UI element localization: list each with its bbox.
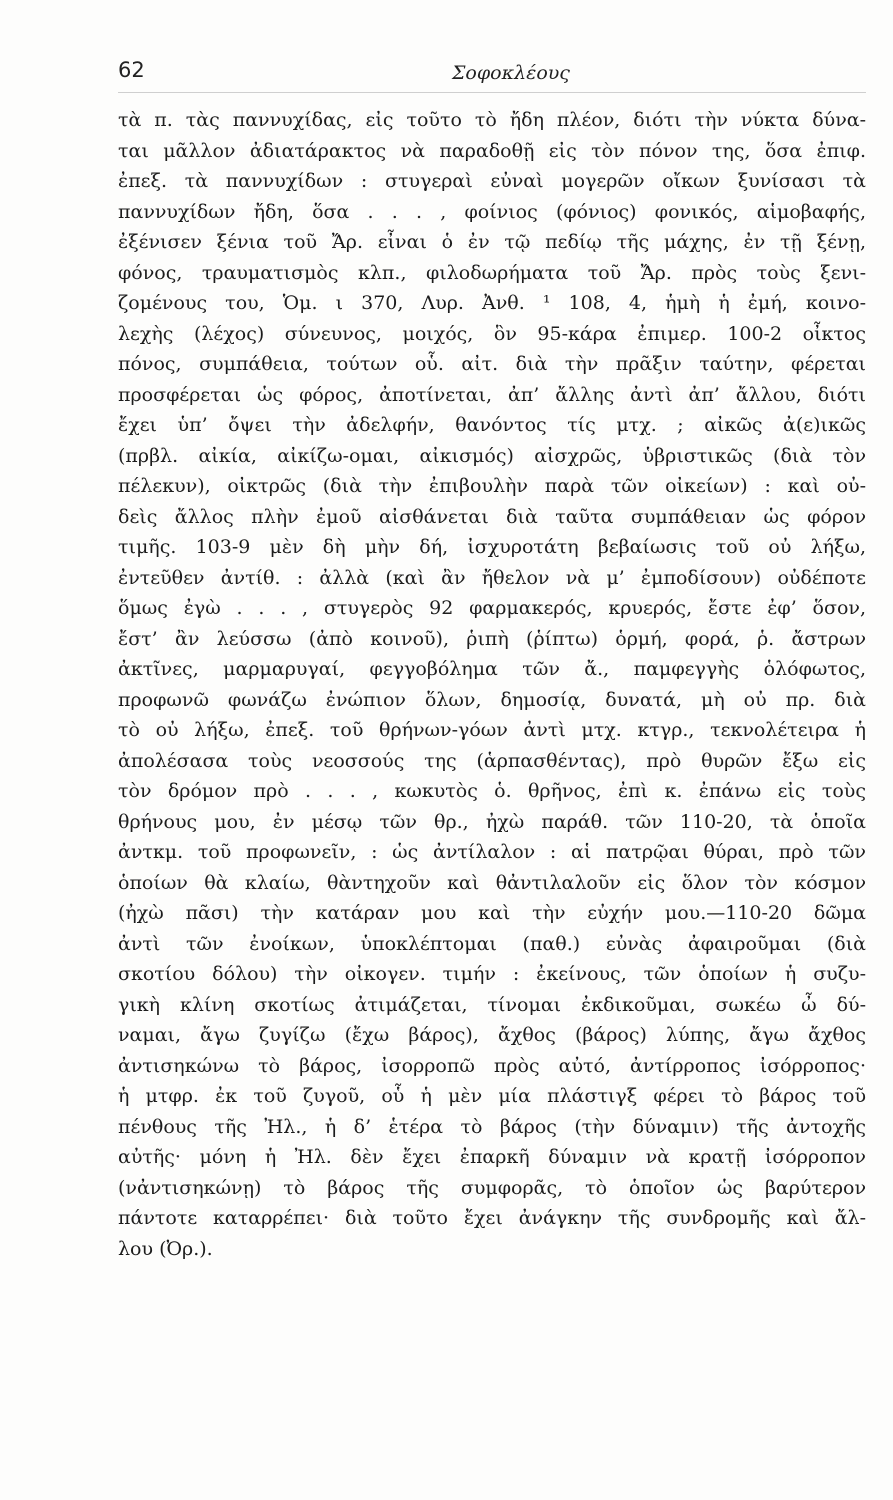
text-line: τὸ οὐ λήξω, ἐπεξ. τοῦ θρήνων-γόων ἀντὶ μτχ. κτγρ., τεκνολέτειρα ἡ	[118, 719, 866, 741]
text-line: δεὶς ἄλλος πλὴν ἐμοῦ αἰσθάνεται διὰ ταῦτα συμπάθειαν ὡς φόρον	[118, 505, 866, 528]
running-title: Σοφοκλέους	[452, 62, 570, 84]
text-line: ζομένους του, Ὁμ. ι 370, Λυρ. Ἀνθ. ¹ 108, 4, ἡμὴ ἡ ἐμή, κοινο-	[118, 292, 866, 314]
text-line: γικὴ κλίνη σκοτίως ἀτιμάζεται, τίνομαι ἐκδικοῦμαι, σωκέω ὦ δύ-	[118, 993, 866, 1016]
text-line: πένθους τῆς Ἠλ., ἡ δ’ ἑτέρα τὸ βάρος (τὴν δύναμιν) τῆς ἀντοχῆς	[118, 1115, 866, 1138]
text-line: τὰ π. τὰς παννυχίδας, εἰς τοῦτο τὸ ἤδη πλέον, διότι τὴν νύκτα δύνα-	[118, 109, 866, 131]
text-line: ἐξένισεν ξένια τοῦ Ἄρ. εἶναι ὁ ἐν τῷ πεδίῳ τῆς μάχης, ἐν τῇ ξένῃ,	[118, 231, 866, 253]
page-header	[118, 58, 866, 93]
text-line: σκοτίου δόλου) τὴν οἰκογεν. τιμήν : ἐκείνους, τῶν ὁποίων ἡ συζυ-	[118, 963, 866, 985]
text-line: ἀντὶ τῶν ἐνοίκων, ὑποκλέπτομαι (παθ.) εὐνὰς ἀφαιροῦμαι (διὰ	[118, 932, 866, 955]
text-line: πέλεκυν), οἰκτρῶς (διὰ τὴν ἐπιβουλὴν παρὰ τῶν οἰκείων) : καὶ οὐ-	[118, 475, 866, 497]
text-line: παννυχίδων ἤδη, ὅσα . . . , φοίνιος (φόνιος) φονικός, αἱμοβαφής,	[118, 200, 866, 223]
text-line: ἀντκμ. τοῦ προφωνεῖν, : ὡς ἀντίλαλον : αἱ πατρῷαι θύραι, πρὸ τῶν	[118, 841, 866, 863]
text-line: ναμαι, ἄγω ζυγίζω (ἔχω βάρος), ἄχθος (βάρος) λύπης, ἄγω ἄχθος	[118, 1024, 866, 1046]
text-line: ὅμως ἐγὼ . . . , στυγερὸς 92 φαρμακερός, κρυερός, ἔστε ἐφ’ ὅσον,	[118, 597, 866, 619]
text-line: φόνος, τραυματισμὸς κλπ., φιλοδωρήματα τοῦ Ἄρ. πρὸς τοὺς ξενι-	[118, 261, 866, 284]
text-line: ἐντεῦθεν ἀντίθ. : ἀλλὰ (καὶ ἂν ἤθελον νὰ μ’ ἐμποδίσουν) οὐδέποτε	[118, 566, 866, 589]
text-line: (πρβλ. αἰκία, αἰκίζω-ομαι, αἰκισμός) αἰσχρῶς, ὑβριστικῶς (διὰ τὸν	[118, 444, 866, 467]
text-line: ἔστ’ ἂν λεύσσω (ἀπὸ κοινοῦ), ῥιπὴ (ῥίπτω) ὁρμή, φορά, ῥ. ἄστρων	[118, 627, 866, 650]
text-line: πόνος, συμπάθεια, τούτων οὗ. αἰτ. διὰ τὴν πρᾶξιν ταύτην, φέρεται	[118, 353, 866, 375]
text-line: αὐτῆς· μόνη ἡ Ἠλ. δὲν ἔχει ἐπαρκῆ δύναμιν νὰ κρατῇ ἰσόρροπον	[118, 1146, 866, 1168]
text-line: προφωνῶ φωνάζω ἐνώπιον ὅλων, δημοσίᾳ, δυνατά, μὴ οὐ πρ. διὰ	[118, 688, 866, 711]
text-line: ἀκτῖνες, μαρμαρυγαί, φεγγοβόλημα τῶν ἄ., παμφεγγὴς ὁλόφωτος,	[118, 658, 866, 680]
text-line: λεχὴς (λέχος) σύνευνος, μοιχός, ὃν 95-κάρα ἐπιμερ. 100-2 οἶκτος	[118, 322, 866, 345]
text-line: ἀπολέσασα τοὺς νεοσσούς της (ἁρπασθέντας), πρὸ θυρῶν ἔξω εἰς	[118, 749, 866, 772]
text-line: πάντοτε καταρρέπει· διὰ τοῦτο ἔχει ἀνάγκην τῆς συνδρομῆς καὶ ἄλ-	[118, 1207, 866, 1229]
text-line: ἡ μτφρ. ἐκ τοῦ ζυγοῦ, οὗ ἡ μὲν μία πλάστιγξ φέρει τὸ βάρος τοῦ	[118, 1085, 866, 1107]
text-line: (ἠχὼ πᾶσι) τὴν κατάραν μου καὶ τὴν εὐχήν μου.—110-20 δῶμα	[118, 902, 866, 924]
text-line: ται μᾶλλον ἀδιατάρακτος νὰ παραδοθῇ εἰς τὸν πόνον της, ὅσα ἐπιφ.	[118, 139, 866, 162]
text-line: λου (Ὀρ.).	[118, 1237, 213, 1260]
text-line: τιμῆς. 103-9 μὲν δὴ μὴν δή, ἰσχυροτάτη βεβαίωσις τοῦ οὐ λήξω,	[118, 536, 866, 558]
text-line: ἀντισηκώνω τὸ βάρος, ἰσορροπῶ πρὸς αὐτό, ἀντίρροπος ἰσόρροπος·	[118, 1054, 866, 1077]
text-line: τὸν δρόμον πρὸ . . . , κωκυτὸς ὁ. θρῆνος, ἐπὶ κ. ἐπάνω εἰς τοὺς	[118, 780, 866, 802]
text-line: προσφέρεται ὡς φόρος, ἀποτίνεται, ἀπ’ ἄλλης ἀντὶ ἀπ’ ἄλλου, διότι	[118, 383, 866, 406]
commentary-text	[118, 105, 866, 1264]
page-number: 62	[118, 58, 145, 82]
text-line: ὁποίων θὰ κλαίω, θὰντηχοῦν καὶ θἀντιλαλοῦν εἰς ὅλον τὸν κόσμον	[118, 871, 866, 894]
text-line: ἐπεξ. τὰ παννυχίδων : στυγεραὶ εὐναὶ μογερῶν οἴκων ξυνίσασι τὰ	[118, 170, 866, 192]
text-line: ἔχει ὑπ’ ὄψει τὴν ἀδελφήν, θανόντος τίς μτχ. ; αἰκῶς ἀ(ε)ικῶς	[118, 414, 866, 436]
text-line: θρήνους μου, ἐν μέσῳ τῶν θρ., ἠχὼ παράθ. τῶν 110-20, τὰ ὁποῖα	[118, 810, 866, 833]
text-line: (νἀντισηκώνῃ) τὸ βάρος τῆς συμφορᾶς, τὸ ὁποῖον ὡς βαρύτερον	[118, 1176, 866, 1199]
